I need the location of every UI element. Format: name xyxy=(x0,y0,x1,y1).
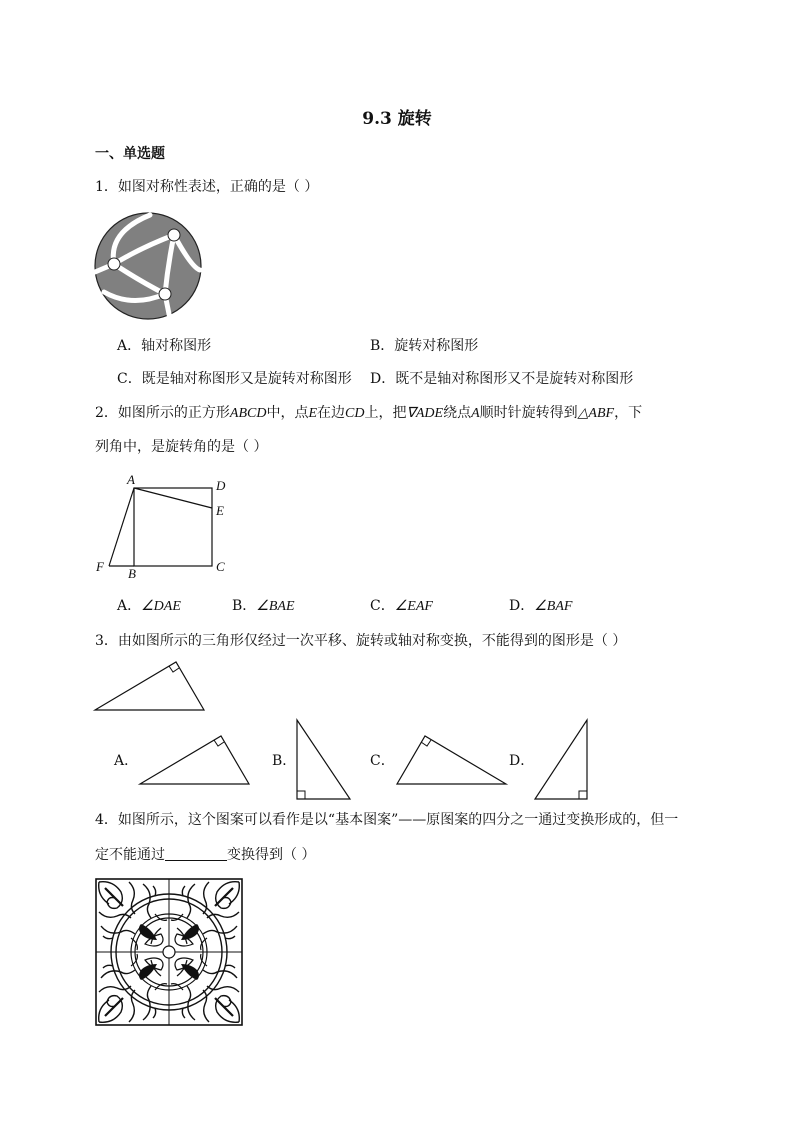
page-title: 9.3 旋转 xyxy=(362,109,432,129)
q2-option-a[interactable]: A．∠DAE xyxy=(117,598,181,614)
label-c: C xyxy=(216,559,225,574)
label-f: F xyxy=(96,559,104,574)
question-4-pattern-figure xyxy=(95,878,243,1026)
q2-option-c[interactable]: C．∠EAF xyxy=(370,598,433,614)
q3-option-a-triangle[interactable] xyxy=(135,732,255,788)
label-e: E xyxy=(216,503,224,518)
label-b: B xyxy=(128,566,136,581)
question-2-figure xyxy=(90,470,240,582)
q1-option-b[interactable]: B．旋转对称图形 xyxy=(370,338,479,354)
question-4-stem: 4．如图所示，这个图案可以看作是以“基本图案”——原图案的四分之一通过变换形成的，但一 xyxy=(95,812,679,828)
q3-option-c-triangle[interactable] xyxy=(392,732,512,788)
section-heading: 一、单选题 xyxy=(95,146,165,162)
q3-option-d-triangle[interactable] xyxy=(531,716,593,802)
question-3-original-triangle xyxy=(90,658,210,714)
q2-option-b[interactable]: B．∠BAE xyxy=(232,598,295,614)
label-a: A xyxy=(127,472,135,487)
label-d: D xyxy=(216,478,226,493)
question-2-stem-line2: 列角中，是旋转角的是（ ） xyxy=(95,439,268,455)
q1-option-c[interactable]: C．既是轴对称图形又是旋转对称图形 xyxy=(117,371,352,387)
question-3-stem: 3．由如图所示的三角形仅经过一次平移、旋转或轴对称变换，不能得到的图形是（ ） xyxy=(95,633,627,649)
q1-option-d[interactable]: D．既不是轴对称图形又不是旋转对称图形 xyxy=(370,371,634,387)
q3-option-d-label[interactable]: D． xyxy=(509,753,535,769)
question-1-stem: 1．如图对称性表述，正确的是（ ） xyxy=(95,179,319,195)
q3-option-b-label[interactable]: B． xyxy=(272,753,297,769)
q3-option-b-triangle[interactable] xyxy=(292,716,354,802)
answer-blank[interactable] xyxy=(165,846,227,861)
q3-option-a-label[interactable]: A． xyxy=(114,753,139,769)
q1-option-a[interactable]: A．轴对称图形 xyxy=(117,338,212,354)
q3-option-c-label[interactable]: C． xyxy=(370,753,395,769)
question-1-figure xyxy=(92,212,204,322)
question-4-stem-line2: 定不能通过 变换得到（ ） xyxy=(95,847,316,863)
question-2-stem: 2．如图所示的正方形ABCD中，点E在边CD上，把∇ADE绕点A顺时针旋转得到△ABF，下 xyxy=(95,405,643,421)
q2-option-d[interactable]: D．∠BAF xyxy=(509,598,573,614)
